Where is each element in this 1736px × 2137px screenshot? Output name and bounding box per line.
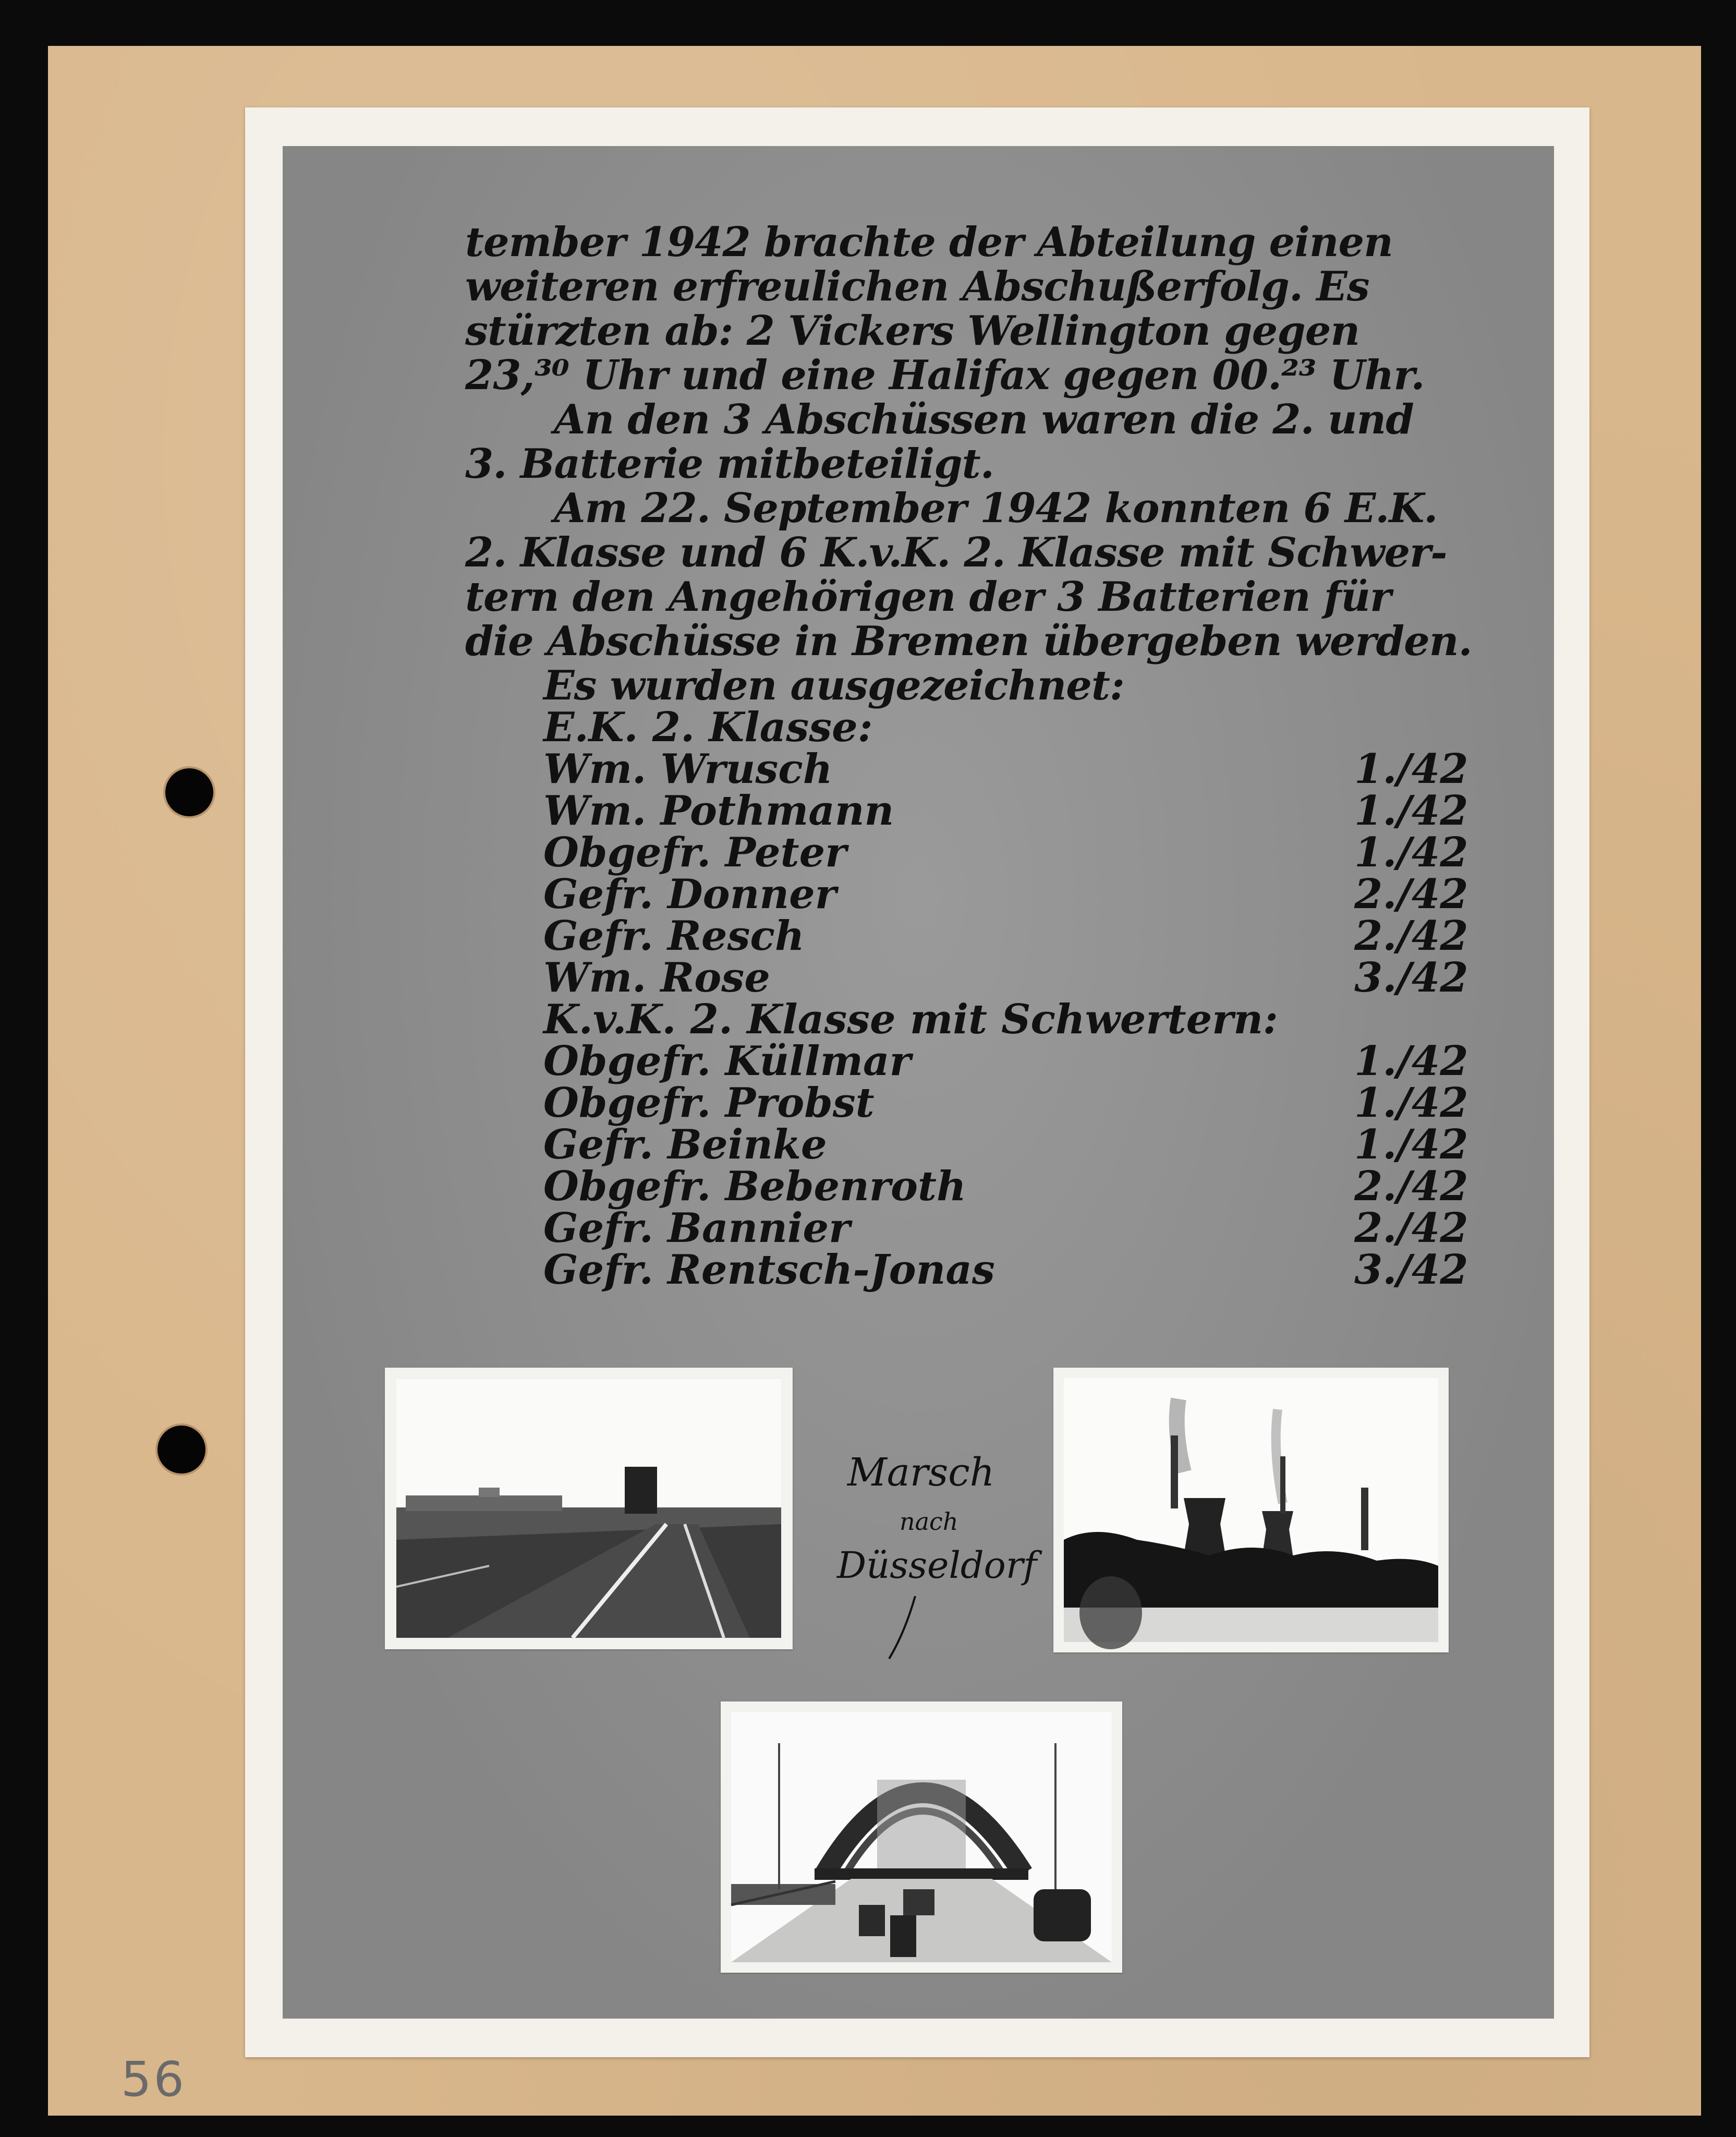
kvk-recipient-name: Obgefr. Küllmar	[543, 1037, 911, 1085]
ek-recipient-battery: 3./42	[1354, 954, 1468, 1001]
kvk-recipient-battery: 1./42	[1354, 1121, 1468, 1168]
caption-to: nach	[900, 1507, 958, 1536]
caption-march: Marsch	[847, 1450, 995, 1495]
kvk-recipient-name: Obgefr. Bebenroth	[543, 1163, 966, 1210]
paragraph-line: stürzten ab: 2 Vickers Wellington gegen	[465, 307, 1360, 355]
ek-recipient-name: Wm. Wrusch	[543, 745, 833, 793]
kvk-recipient-battery: 2./42	[1354, 1163, 1468, 1210]
paragraph-line: weiteren erfreulichen Abschußerfolg. Es	[465, 263, 1369, 310]
ek-recipient-battery: 1./42	[1354, 787, 1468, 835]
paragraph-line: Es wurden ausgezeichnet:	[543, 662, 1124, 709]
photo-road-tower	[385, 1368, 793, 1649]
kvk-recipient-name: Gefr. Rentsch-Jonas	[543, 1246, 995, 1294]
photo-bridge	[721, 1701, 1122, 1973]
kvk-recipient-name: Obgefr. Probst	[543, 1079, 875, 1127]
kvk-recipient-battery: 2./42	[1354, 1204, 1468, 1252]
ek-recipient-name: Gefr. Resch	[543, 912, 805, 960]
paragraph-line: 23,³⁰ Uhr und eine Halifax gegen 00.²³ Uhr.	[465, 352, 1425, 399]
ek-recipient-name: Gefr. Donner	[543, 871, 836, 918]
ek-recipient-name: Obgefr. Peter	[543, 829, 847, 876]
kvk-recipient-battery: 1./42	[1354, 1079, 1468, 1127]
kvk-heading: K.v.K. 2. Klasse mit Schwertern:	[543, 996, 1278, 1043]
paragraph-line: tember 1942 brachte der Abteilung einen	[465, 219, 1393, 266]
caption-destination: Düsseldorf	[837, 1544, 1037, 1587]
paragraph-line: 3. Batterie mitbeteiligt.	[465, 440, 994, 488]
ek-recipient-battery: 2./42	[1354, 871, 1468, 918]
paragraph-line: 2. Klasse und 6 K.v.K. 2. Klasse mit Schwer-	[465, 529, 1447, 576]
caption-flourish	[827, 1445, 1025, 1669]
kvk-recipient-name: Gefr. Bannier	[543, 1204, 851, 1252]
paragraph-line: An den 3 Abschüssen waren die 2. und	[554, 396, 1414, 443]
kvk-recipient-battery: 3./42	[1354, 1246, 1468, 1294]
ek-recipient-battery: 1./42	[1354, 745, 1468, 793]
paragraph-line: Am 22. September 1942 konnten 6 E.K.	[554, 485, 1438, 532]
paragraph-line: die Abschüsse in Bremen übergeben werden.	[465, 618, 1472, 665]
page-number: 56	[121, 2051, 187, 2107]
ek-recipient-battery: 2./42	[1354, 912, 1468, 960]
photo-cooling-towers	[1053, 1368, 1449, 1652]
ek-recipient-battery: 1./42	[1354, 829, 1468, 876]
kvk-recipient-name: Gefr. Beinke	[543, 1121, 827, 1168]
kvk-recipient-battery: 1./42	[1354, 1037, 1468, 1085]
punch-hole-bottom	[157, 1426, 205, 1474]
ek-recipient-name: Wm. Pothmann	[543, 787, 894, 835]
ek-recipient-name: Wm. Rose	[543, 954, 770, 1001]
paragraph-line: tern den Angehörigen der 3 Batterien für	[465, 573, 1391, 621]
route-caption	[827, 1445, 1037, 1669]
ek-heading: E.K. 2. Klasse:	[543, 704, 873, 751]
punch-hole-top	[165, 768, 213, 816]
